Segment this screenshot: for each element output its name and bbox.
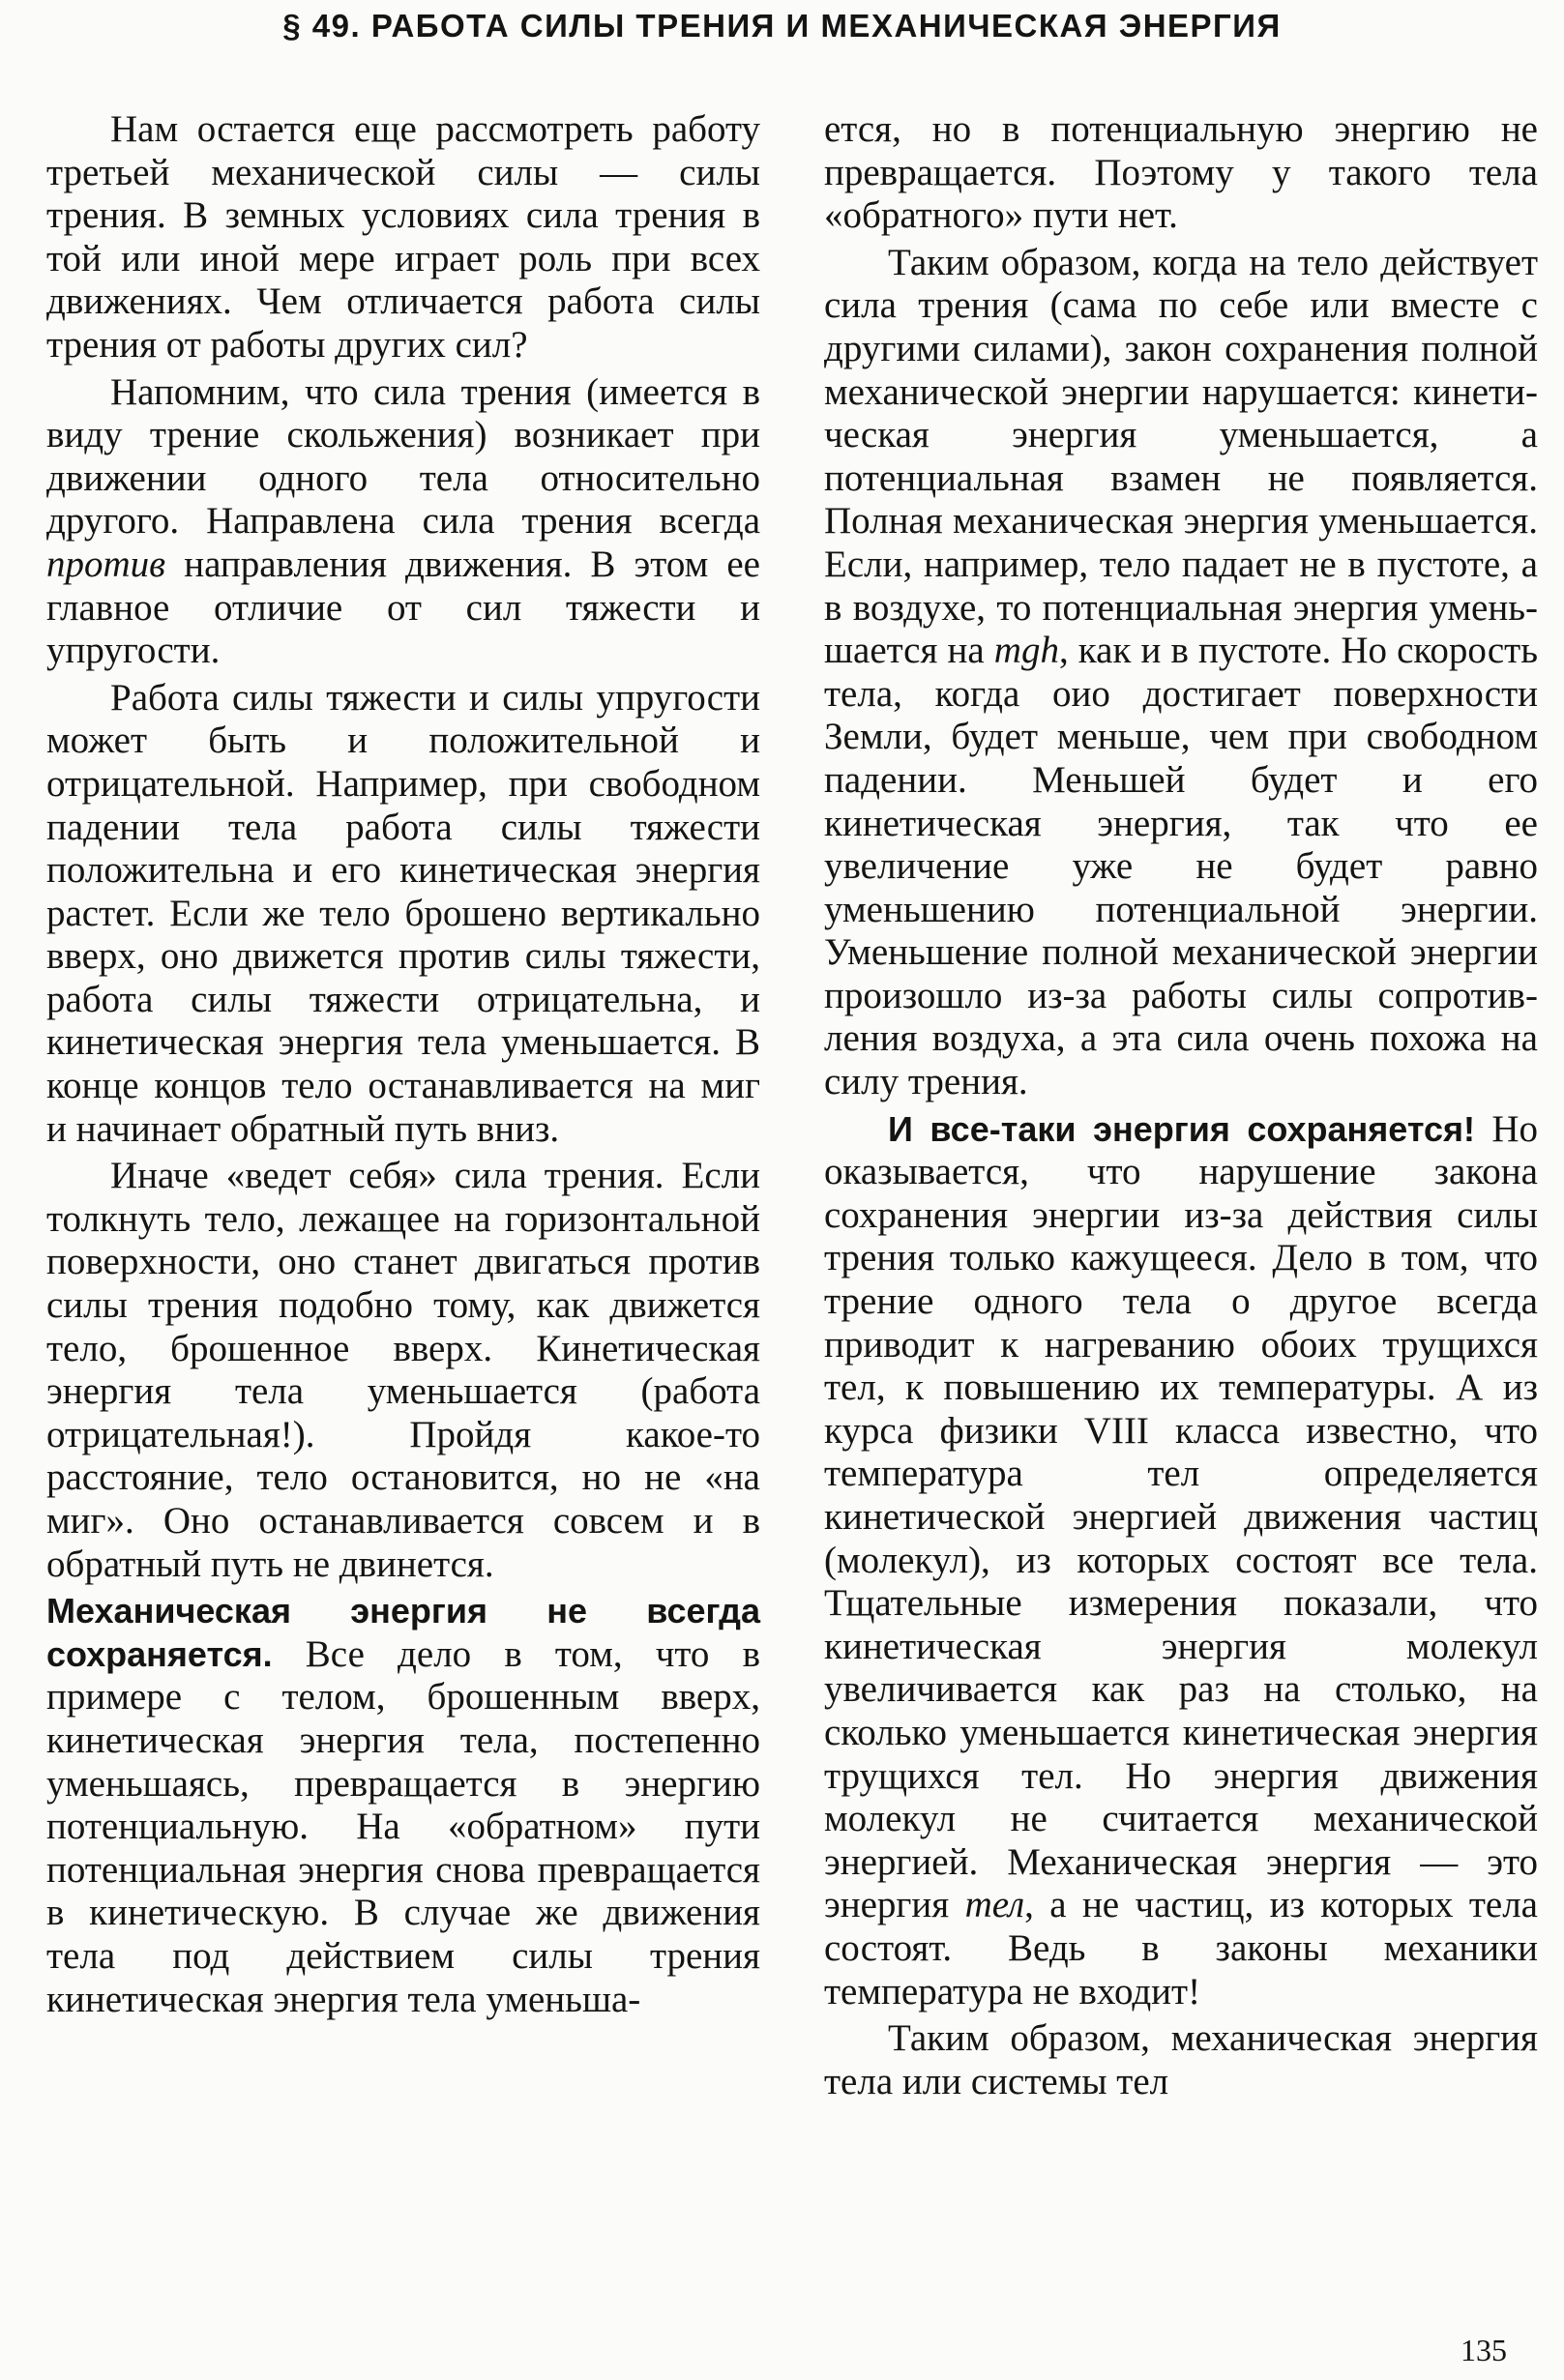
right-column [824, 108, 1538, 2103]
section-heading: § 49. РАБОТА СИЛЫ ТРЕНИЯ И МЕХАНИЧЕСКАЯ ЭНЕРГИЯ [282, 8, 1282, 44]
formula: mgh [993, 630, 1059, 672]
paragraph: Работа силы тяжести и силы упругости может быть и положительной и отрицательной. Например, при свободном падении тела работа силы тяжести положительна и его кинетическая энергия растет. Если же тело брошено вертикально вверх, оно движется против силы тяжести, работа силы тяжести отрицательна, и кинетическая энергия тела уменьшается. В конце концов тело останавливается на миг и начинает обратный путь вниз. [46, 676, 760, 1150]
subheading: И все-таки энергия сохраняется! [888, 1108, 1476, 1149]
paragraph: Напомним, что сила трения (имеется в виду трение скольжения) возникает при движении одного тела относительно другого. Направлена сила трения всегда против направления движения. В этом ее главное отличие от сил тяжести и упругости. [46, 370, 760, 672]
paragraph: Механическая энергия не всегда сохраняется. Все дело в том, что в примере с телом, брошенным вверх, кинетическая энергия тела, постепенно уменьшаясь, превращается в энергию потенциальную. На «обратном» пути потенциальная энергия снова превращается в кинетическую. В случае же движения тела под действием силы трения кинетическая энергия тела уменьша- [46, 1591, 760, 2020]
emphasis: тел [964, 1884, 1025, 1926]
emphasis: против [46, 543, 166, 585]
paragraph: Иначе «ведет себя» сила трения. Если толкнуть тело, лежащее на горизонтальной поверхности, оно станет двигаться против силы трения подобно тому, как движется тело, брошенное вверх. Кинетическая энергия тела уменьшается (работа отрицательная!). Пройдя какое-то расстояние, тело остановится, но не «на миг». Оно останавливается совсем и в обратный путь не двинется. [46, 1155, 760, 1585]
subheading: Механическая энергия не всегда сохраняется. [46, 1591, 760, 1674]
paragraph: И все-таки энергия сохраняется! Но оказывается, что нарушение закона сохранения энергии из-за действия силы трения только кажущееся. Дело в том, что трение одного тела о другое всегда приводит к нагреванию обоих трущихся тел, к повышению их температуры. А из курса физики VIII класса известно, что температура тел определяется кинетической энергией движения частиц (молекул), из которых состоят все тела. Тщательные измерения показали, что кинетическая энергия молекул увеличивается как раз на столько, на сколько уменьшается кинетическая энергия трущихся тел. Но энергия движения молекул не считается механической энергией. Механическая энергия — это энергия тел, а не частиц, из которых тела состоят. Ведь в законы механики температура не входит! [824, 1107, 1538, 2013]
paragraph: Таким образом, когда на тело действует сила трения (сама по себе или вместе с другими силами), закон сохранения полной механической энергии нарушается: кинетическая энергия уменьшается, а потенциальная взамен не появляется. Полная механическая энергия уменьшается. Если, например, тело падает не в пустоте, а в воздухе, то потенциальная энергия уменьшается на mgh, как и в пустоте. Но скорость тела, когда оио достигает поверхности Земли, будет меньше, чем при свободном падении. Меньшей будет и его кинетическая энергия, так что ее увеличение уже не будет равно уменьшению потенциальной энергии. Уменьшение полной механической энергии произошло из-за работы силы сопротивления воздуха, а эта сила очень похожа на силу трения. [824, 241, 1538, 1103]
page-number: 135 [1461, 2333, 1507, 2367]
paragraph: Таким образом, механическая энергия тела или системы тел [824, 2017, 1538, 2102]
paragraph-continued: ется, но в потенциальную энергию не превращается. Поэтому у такого тела «обратного» пути нет. [824, 108, 1538, 237]
left-column [46, 108, 760, 2021]
paragraph: Нам остается еще рассмотреть работу третьей механической силы — силы трения. В земных условиях сила трения в той или иной мере играет роль при всех движениях. Чем отличается работа силы трения от работы других сил? [46, 108, 760, 366]
